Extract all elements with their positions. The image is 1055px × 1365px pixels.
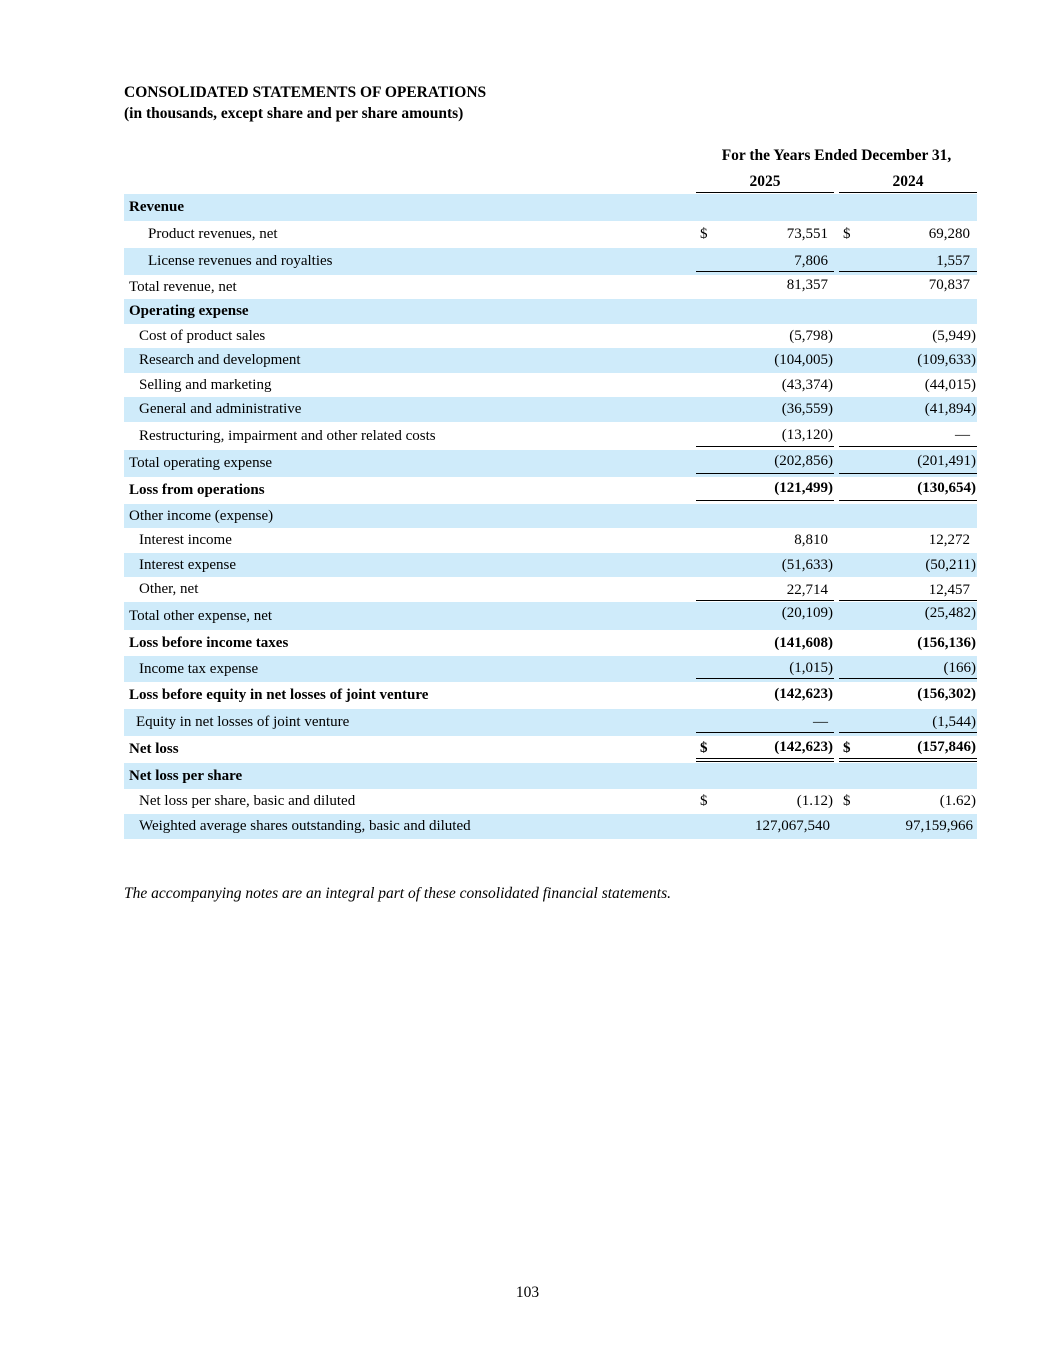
value-2024: — [839,425,977,447]
value-2025: 127,067,540 [755,818,830,834]
value-2025: 81,357 [786,276,828,293]
page-number: 103 [515,1284,540,1301]
row-label: Interest expense [139,556,237,573]
row-label: Net loss per share, basic and diluted [139,793,356,809]
value-2024: (44,015) [924,376,976,393]
row-label: Other, net [139,581,199,597]
row-total-revenue [124,275,977,299]
row-label: Product revenues, net [148,226,278,242]
value-2024: (5,949) [932,327,976,344]
currency-symbol: $ [700,793,708,809]
row-label: Total operating expense [129,455,273,471]
value-2024: (130,654) [839,477,977,501]
period-header: For the Years Ended December 31, [721,147,952,164]
value-2024: (1.62) [939,793,976,809]
row-loss-from-operations [124,477,977,504]
row-label: Selling and marketing [139,376,272,393]
value-2024: 12,272 [928,532,970,548]
row-label: Net loss per share [129,767,243,784]
value-2024: 1,557 [839,251,977,272]
currency-symbol: $ [843,740,851,756]
value-2024: (166) [839,659,977,679]
year-header-2025: 2025 [696,172,834,193]
row-interest-income [124,528,977,553]
row-product-revenues [124,221,977,248]
value-2024: (201,491) [839,450,977,474]
value-2025: (202,856) [696,450,834,474]
currency-symbol: $ [700,226,708,242]
value-2025: (5,798) [789,327,833,344]
statement-subtitle: (in thousands, except share and per share amounts) [124,105,464,122]
row-label: Net loss [129,741,179,757]
value-2024: (1,544) [839,712,977,733]
value-2025: (43,374) [781,376,833,393]
row-total-other-expense [124,602,977,630]
value-2025: (121,499) [696,477,834,501]
row-label: Research and development [139,352,301,368]
value-2024: 69,280 [928,226,970,242]
row-nlps-basic [124,789,977,814]
value-2024: (25,482) [924,604,976,621]
row-interest-expense [124,553,977,577]
row-label: Operating expense [129,303,249,319]
row-restructuring [124,422,977,450]
row-general-administrative [124,397,977,422]
value-2025: 22,714 [696,580,834,601]
value-2024: (157,846) [839,736,977,762]
value-2024: 97,159,966 [905,818,973,834]
row-nlps-heading [124,763,977,789]
row-other-net [124,577,977,602]
value-2025: (20,109) [781,604,833,621]
row-label: Loss from operations [129,482,265,498]
row-revenue-heading [124,194,977,221]
row-equity-jv [124,709,977,736]
value-2025: (13,120) [696,425,834,447]
value-2025: (142,623) [696,736,834,762]
row-selling-marketing [124,373,977,397]
row-weighted-shares [124,814,977,839]
value-2025: (51,633) [781,556,833,573]
value-2025: (1.12) [796,793,833,809]
row-loss-before-equity-jv [124,682,977,709]
value-2024: 70,837 [928,276,970,293]
row-label: Revenue [129,199,184,215]
value-2025: (142,623) [774,685,833,702]
value-2025: 8,810 [794,532,828,548]
row-label: Other income (expense) [129,507,274,524]
row-label: Total revenue, net [129,278,237,295]
currency-symbol: $ [700,740,708,756]
row-income-tax-expense [124,656,977,682]
row-label: Income tax expense [139,660,259,677]
value-2025: (141,608) [774,634,833,651]
row-cost-of-product-sales [124,324,977,348]
statement-title: CONSOLIDATED STATEMENTS OF OPERATIONS [124,84,487,101]
row-label: Interest income [139,532,232,548]
value-2024: (109,633) [917,352,976,368]
value-2024: (156,136) [917,634,976,651]
value-2024: (50,211) [925,556,976,573]
value-2025: (104,005) [774,352,833,368]
row-loss-before-income-taxes [124,630,977,656]
row-other-income-heading [124,504,977,528]
row-total-opex [124,450,977,477]
row-net-loss [124,736,977,763]
row-label: Restructuring, impairment and other related costs [139,427,436,444]
row-label: Cost of product sales [139,327,266,344]
row-research-development [124,348,977,373]
row-license-revenues [124,248,977,275]
value-2025: — [696,712,834,733]
year-header-2024: 2024 [839,172,977,193]
row-label: Weighted average shares outstanding, basic and diluted [139,818,471,834]
value-2025: 7,806 [696,251,834,272]
value-2024: (156,302) [917,685,976,702]
row-label: Loss before income taxes [129,634,289,651]
footnote: The accompanying notes are an integral part of these consolidated financial statements. [124,885,672,902]
value-2025: 73,551 [786,226,828,242]
currency-symbol: $ [843,793,851,809]
row-label: Total other expense, net [129,607,273,624]
row-label: Equity in net losses of joint venture [136,714,350,730]
currency-symbol: $ [843,226,851,242]
value-2025: (1,015) [696,659,834,679]
value-2024: (41,894) [924,401,976,417]
row-label: License revenues and royalties [148,253,333,269]
value-2024: 12,457 [839,580,977,601]
row-label: General and administrative [139,401,302,417]
value-2025: (36,559) [781,401,833,417]
row-label: Loss before equity in net losses of joint venture [129,687,429,703]
row-opex-heading [124,299,977,324]
